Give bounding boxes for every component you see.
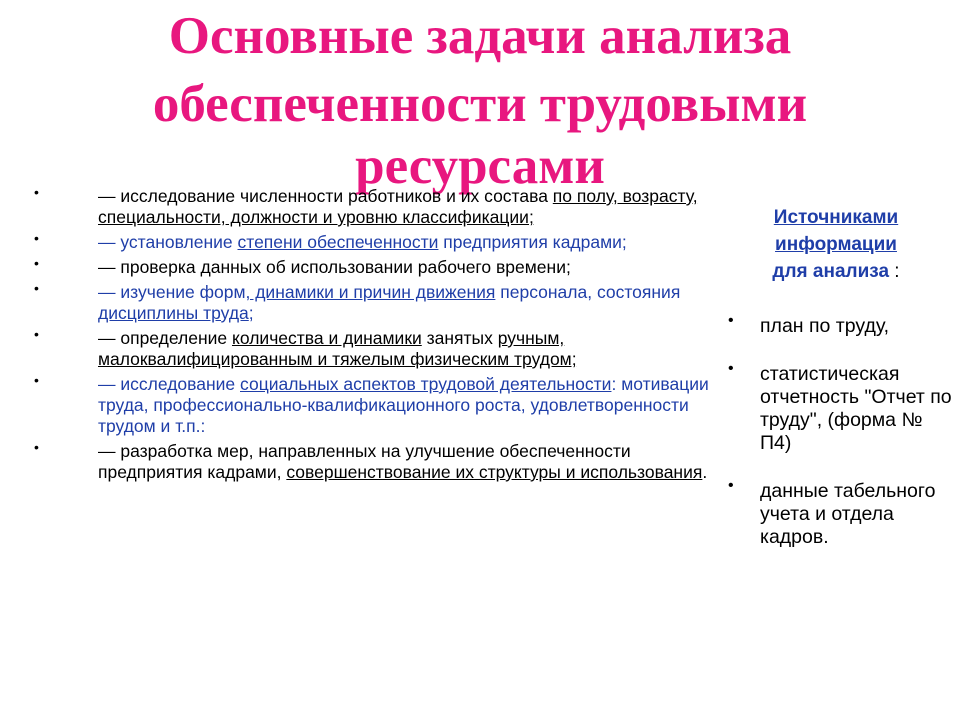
task-link[interactable]: , динамики и причин движения [245,282,496,302]
bullet-icon: • [728,360,734,377]
tasks-list [30,186,710,483]
task-link[interactable]: степени обеспеченности [237,232,439,252]
bullet-icon: • [34,184,39,200]
task-link[interactable]: социальных аспектов трудовой деятельности [240,374,612,394]
source-item-text: план по труду, [760,315,890,337]
source-item [720,477,952,549]
source-item [720,312,952,338]
bullet-icon: • [34,372,39,388]
bullet-icon: • [34,230,39,246]
bullet-icon: • [34,439,39,455]
task-item [30,282,710,324]
sources-list [720,312,952,549]
task-text: — установление [98,232,238,252]
task-link[interactable]: совершенствование их структуры и использования [286,462,703,482]
slide-title [40,2,920,206]
task-item [30,374,710,437]
task-link[interactable]: по полу, возрасту, специальности, должности и уровню классификации; [98,186,698,227]
sources-panel [720,204,952,574]
task-item [30,257,710,278]
sources-link-line-2[interactable]: информации [775,234,897,255]
sources-heading-plain: для анализа [772,261,890,282]
bullet-icon: • [728,312,734,329]
bullet-icon: • [728,477,734,494]
bullet-icon: • [34,280,39,296]
task-item [30,186,710,228]
task-text: — разработка мер, направленных на улучшение обеспеченности предприятия кадрами, [98,441,631,482]
sources-link-line-1[interactable]: Источниками [773,207,899,228]
task-text: — проверка данных об использовании рабочего времени; [98,257,571,277]
task-link[interactable]: ручным, малоквалифицированным и тяжелым физическим трудом; [98,328,577,369]
task-text: персонала, состояния [495,282,681,302]
title-line-2: обеспеченности трудовыми [152,75,808,133]
sources-heading-colon: : [889,261,900,282]
task-link[interactable]: дисциплины труда [98,303,249,323]
sources-heading [720,204,952,285]
source-item [720,360,952,455]
title-line-1: Основные задачи анализа [168,7,792,65]
task-text: — изучение форм [98,282,246,302]
task-text: — исследование численности работников и их состава [98,186,553,206]
task-text: — исследование [98,374,241,394]
task-text: ; [248,303,254,323]
source-item-text: статистическая отчетность "Отчет по труду", (форма № П4) [760,363,952,454]
task-link[interactable]: количества и динамики [232,328,422,348]
task-text: занятых [421,328,498,348]
task-item [30,328,710,370]
bullet-icon: • [34,255,39,271]
task-text: — определение [98,328,232,348]
task-item [30,441,710,483]
task-item [30,232,710,253]
bullet-icon: • [34,326,39,342]
source-item-text: данные табельного учета и отдела кадров. [760,480,936,548]
task-text: : мотивации труда, профессионально-квалификационного роста, удовлетворенности трудом и т.п.: [98,374,709,436]
task-text: предприятия кадрами; [438,232,627,252]
title-line-3: ресурсами [355,137,605,195]
task-text: . [702,462,708,482]
